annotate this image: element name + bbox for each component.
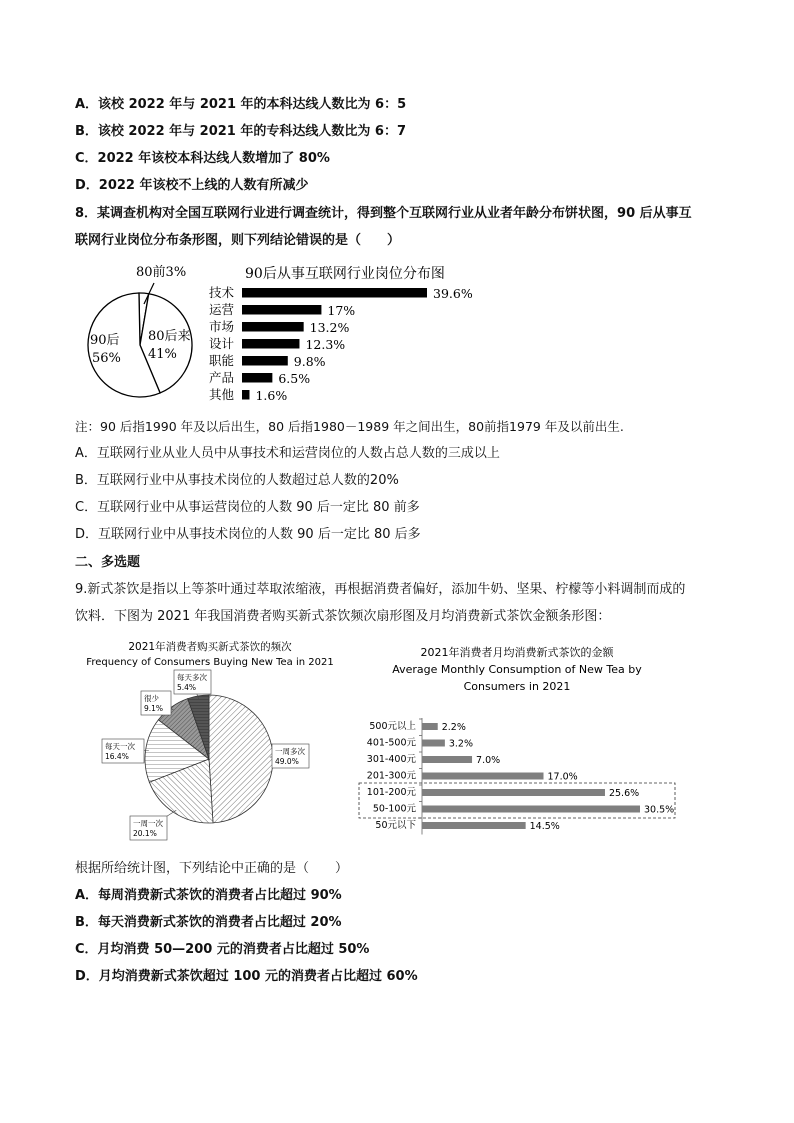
q9-bar-category: 201-300元 (366, 770, 416, 782)
q9-pie-category: 一周多次 (275, 747, 305, 756)
q8-option-a: A．互联网行业从业人员中从事技术和运营岗位的人数占总人数的三成以上 (75, 446, 500, 461)
q8-stem-line2: 联网行业岗位分布条形图，则下列结论错误的是（ ） (75, 233, 401, 248)
q9-pie-category: 每天多次 (177, 673, 207, 682)
q7-option-d: D．2022 年该校不上线的人数有所减少 (75, 178, 309, 193)
q8-bar (242, 288, 427, 298)
q9-option-d: D．月均消费新式茶饮超过 100 元的消费者占比超过 60% (75, 969, 418, 984)
q8-bar-category: 产品 (209, 370, 235, 385)
q8-pie-value-80: 41% (148, 347, 177, 362)
q9-pie-value: 20.1% (133, 829, 157, 838)
q9-bar (422, 723, 438, 730)
q9-bar (422, 740, 445, 747)
q8-bar (242, 322, 304, 332)
q8-bar-value-label: 9.8% (293, 354, 326, 369)
q9-option-b: B．每天消费新式茶饮的消费者占比超过 20% (75, 915, 342, 930)
q7-option-a: A．该校 2022 年与 2021 年的本科达线人数比为 6：5 (75, 97, 407, 112)
q8-option-c: C．互联网行业中从事运营岗位的人数 90 后一定比 80 前多 (75, 500, 420, 515)
q8-note: 注：90 后指1990 年及以后出生，80 后指1980－1989 年之间出生，80前指1979 年及以前出生. (75, 419, 624, 434)
q9-bar-value-label: 25.6% (608, 788, 640, 799)
q9-bar-subtitle-2: Consumers in 2021 (463, 680, 571, 693)
q9-amount-bar-chart (355, 640, 685, 840)
q8-bar-category: 职能 (209, 353, 235, 368)
q9-pie-category: 很少 (144, 694, 159, 703)
q8-bar-value-label: 17% (327, 303, 356, 318)
q9-option-c: C．月均消费 50—200 元的消费者占比超过 50% (75, 942, 370, 957)
q9-bar-value-label: 14.5% (529, 821, 560, 832)
q9-option-a: A．每周消费新式茶饮的消费者占比超过 90% (75, 888, 342, 903)
q8-pie-label-90: 90后 (90, 333, 120, 348)
q9-bar-value-label: 3.2% (448, 738, 474, 750)
q9-bar-category: 50元以下 (375, 820, 416, 831)
q9-pie-value: 5.4% (177, 683, 197, 692)
q8-bar-category: 其他 (209, 387, 235, 402)
q9-pie-subtitle: Frequency of Consumers Buying New Tea in 2021 (86, 657, 334, 668)
q9-bar-category: 401-500元 (366, 737, 416, 749)
q9-stem-line2: 饮料．下图为 2021 年我国消费者购买新式茶饮频次扇形图及月均消费新式茶饮金额条形图： (75, 609, 611, 624)
q8-bar-title: 90后从事互联网行业岗位分布图 (245, 266, 445, 282)
q9-pie-slice (209, 695, 273, 823)
q9-pie-value: 49.0% (275, 757, 299, 766)
q9-frequency-pie-chart (78, 636, 348, 841)
q9-bar-subtitle-1: Average Monthly Consumption of New Tea by (392, 663, 642, 676)
q8-bar (242, 390, 249, 400)
q8-bar (242, 339, 299, 349)
q9-bar-value-label: 17.0% (547, 771, 578, 783)
q9-pie-title: 2021年消费者购买新式茶饮的频次 (128, 641, 292, 653)
q8-bar (242, 305, 321, 315)
q7-option-b: B．该校 2022 年与 2021 年的专科达线人数比为 6：7 (75, 124, 406, 139)
q9-stem-line1: 9.新式茶饮是指以上等茶叶通过萃取浓缩液，再根据消费者偏好，添加牛奶、坚果、柠檬等小料调制而成的 (75, 582, 686, 597)
section-title-multi-choice: 二、多选题 (75, 555, 141, 570)
q9-pie-value: 16.4% (105, 752, 129, 761)
q8-bar-category: 运营 (209, 302, 235, 317)
q9-bar (422, 773, 544, 780)
q9-bar-category: 50-100元 (372, 803, 416, 815)
q8-bar-category: 设计 (209, 336, 235, 351)
q8-pie-callout-label: 80前3% (136, 265, 187, 280)
q9-bar-value-label: 7.0% (476, 755, 501, 766)
q8-bar-category: 技术 (209, 285, 235, 300)
q7-option-c: C．2022 年该校本科达线人数增加了 80% (75, 151, 330, 166)
q8-pie-label-80: 80后来 (148, 329, 191, 344)
q9-bar-value-label: 30.5% (644, 804, 675, 816)
q9-bar-title: 2021年消费者月均消费新式茶饮的金额 (420, 646, 614, 659)
q8-pie-value-90: 56% (92, 351, 121, 366)
q8-bar-value-label: 12.3% (305, 337, 346, 352)
q8-bar-value-label: 13.2% (309, 320, 350, 335)
q8-bar (242, 356, 288, 366)
q8-age-pie-chart (80, 258, 210, 408)
q9-pie-category: 每天一次 (105, 742, 135, 751)
q9-bar-category: 301-400元 (366, 754, 416, 765)
q8-bar-value-label: 6.5% (278, 371, 311, 386)
q9-bar (422, 806, 640, 813)
q9-bar-category: 101-200元 (366, 787, 416, 798)
q8-bar (242, 373, 272, 383)
q9-bar-category: 500元以上 (369, 721, 416, 732)
q8-option-b: B．互联网行业中从事技术岗位的人数超过总人数的20% (75, 473, 399, 488)
q9-bar (422, 789, 605, 796)
q9-pie-category: 一周一次 (133, 819, 163, 828)
q8-option-d: D．互联网行业中从事技术岗位的人数 90 后一定比 80 后多 (75, 527, 421, 542)
q8-bar-value-label: 39.6% (433, 286, 473, 301)
q9-bar (422, 756, 472, 763)
q8-bar-category: 市场 (209, 319, 235, 334)
q9-bar (422, 822, 526, 829)
q9-pie-value: 9.1% (144, 704, 164, 713)
q9-bar-value-label: 2.2% (441, 722, 466, 733)
q8-bar-value-label: 1.6% (255, 388, 288, 403)
q8-stem-line1: 8．某调查机构对全国互联网行业进行调查统计，得到整个互联网行业从业者年龄分布饼状图，90 后从事互 (75, 206, 692, 221)
q9-question: 根据所给统计图，下列结论中正确的是（ ） (75, 861, 349, 876)
q8-job-bar-chart (205, 262, 505, 407)
